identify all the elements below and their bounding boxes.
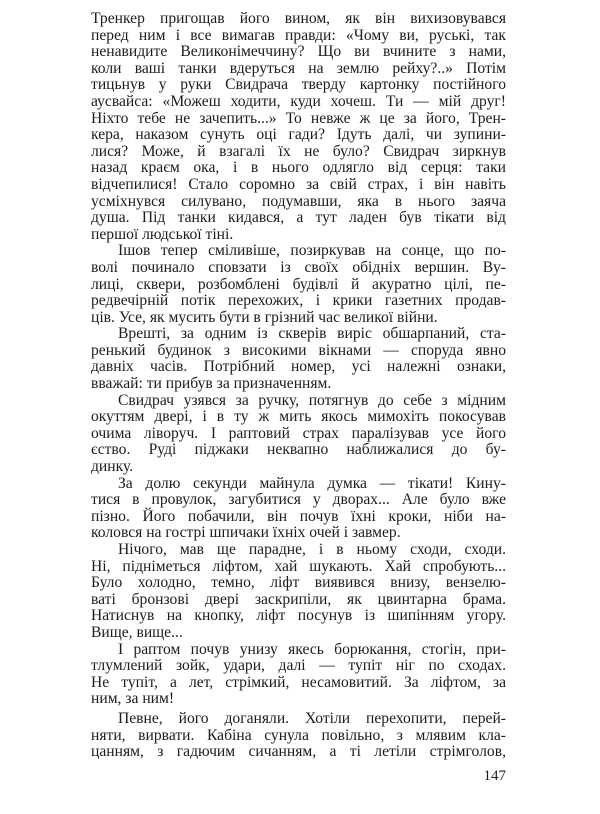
text-line: пізно. Його побачили, він почув їхні кроки, ніби на- xyxy=(91,507,506,525)
text-line: окуттям двері, і в ту ж мить якось мимохіть покосував xyxy=(91,408,506,426)
text-line: Вище, вище... xyxy=(91,623,183,641)
text-line: лися? Може, й взагалі їх не було? Свидрач зиркнув xyxy=(91,142,506,160)
text-line: аусвайса: «Можеш ходити, куди хочеш. Ти — мій друг! xyxy=(91,92,506,110)
text-line: очима ліворуч. І раптовий страх паралізував усе його xyxy=(91,424,506,442)
text-line: тицьнув у руки Свидрача тверду картонку постійного xyxy=(91,76,506,94)
text-line: Натиснув на кнопку, ліфт посунув із шипінням угору. xyxy=(91,607,506,625)
text-line: Нічого, мав ще парадне, і в ньому сходи, сходи. xyxy=(118,541,506,558)
text-line: кера, наказом сунуть оці гади? Ідуть далі, чи зупини- xyxy=(91,126,506,144)
paragraph xyxy=(91,326,506,392)
text-line: Ішов тепер сміливіше, позиркував на сонце, що по- xyxy=(118,242,506,260)
text-line: коли ваші танки вдеруться на землю рейху?..» Потім xyxy=(91,59,506,77)
text-line: єство. Руді піджаки неквапно наближалися до бу- xyxy=(91,441,506,459)
text-line: Було холодно, темно, ліфт виявився внизу, вензелю- xyxy=(91,574,506,592)
text-line: редвечірній потік перехожих, і крики газетних продав- xyxy=(91,292,506,310)
text-line: ренький будинок з високими вікнами — споруда явно xyxy=(91,341,506,359)
text-line: тися в провулок, загубитися у дворах... Але було вже xyxy=(91,491,506,509)
paragraph xyxy=(91,642,506,708)
text-line: перед ним і все вимагав правди: «Чому ви, руські, так xyxy=(91,26,506,44)
text-line: цанням, з гадючим сичанням, а ті летіли стрімголов, xyxy=(91,743,506,761)
paragraph xyxy=(91,11,506,243)
text-line: Ніхто тебе не зачепить...» То невже ж це за його, Трен- xyxy=(91,109,506,127)
page-number: 147 xyxy=(483,768,506,784)
text-line: ваті бронзові двері заскрипіли, як цвинтарна брама. xyxy=(91,590,506,608)
text-line: душа. Під танки кидався, а тут ладен був тікати від xyxy=(91,209,506,227)
text-line: назад краєм ока, і в нього одлягло від серця: таки xyxy=(91,159,506,177)
text-line: лиці, сквери, розбомблені будівлі й акуратно цілі, пе- xyxy=(91,275,506,293)
text-line: ненавидите Великонімеччину? Що ви вчините з нами, xyxy=(91,43,506,61)
text-line: ців. Усе, як мусить бути в грізний час великої війни. xyxy=(91,308,438,326)
text-line: вважай: ти прибув за призначенням. xyxy=(91,375,332,393)
text-line: усміхнувся силувано, подумавши, яка в нього заяча xyxy=(91,192,506,210)
text-line: відчепилися! Стало соромно за свій страх, і він навіть xyxy=(91,175,506,193)
text-line: няти, вирвати. Кабіна сунула повільно, з млявим кла- xyxy=(91,726,506,744)
paragraph xyxy=(91,393,506,476)
text-line: тлумлений зойк, удари, далі — тупіт ніг по сходах. xyxy=(91,657,506,675)
text-line: Тренкер пригощав його вином, як він вихизовувався xyxy=(91,10,506,27)
text-line: Свидрач узявся за ручку, потягнув до себе з мідним xyxy=(118,391,506,409)
text-line: І раптом почув унизу якесь борюкання, стогін, при- xyxy=(118,640,506,658)
text-line: волі починало сповзати із своїх обідніх вершин. Ву- xyxy=(91,258,506,276)
text-line: ним, за ним! xyxy=(91,690,175,708)
paragraph xyxy=(91,711,506,761)
text-line: За долю секунди майнула думка — тікати! Кину- xyxy=(118,474,506,492)
text-line: коловся на гострі шпичаки їхніх очей і завмер. xyxy=(91,524,401,542)
text-line: першої людської тіні. xyxy=(91,225,234,243)
text-line: Врешті, за одним із скверів виріс обшарпаний, ста- xyxy=(118,325,506,343)
text-line: Певне, його доганяли. Хотіли перехопити, перей- xyxy=(118,709,506,727)
text-line: Не тупіт, а лет, стрімкий, несамовитий. За ліфтом, за xyxy=(91,673,506,691)
text-line: динку. xyxy=(91,458,134,476)
paragraph xyxy=(91,542,506,642)
paragraph xyxy=(91,476,506,542)
text-line: Ні, підніметься ліфтом, хай шукають. Хай спробують... xyxy=(91,557,506,575)
text-line: давніх часів. Потрібний номер, усі належні ознаки, xyxy=(91,358,506,376)
book-page-text xyxy=(91,11,506,761)
paragraph xyxy=(91,243,506,326)
